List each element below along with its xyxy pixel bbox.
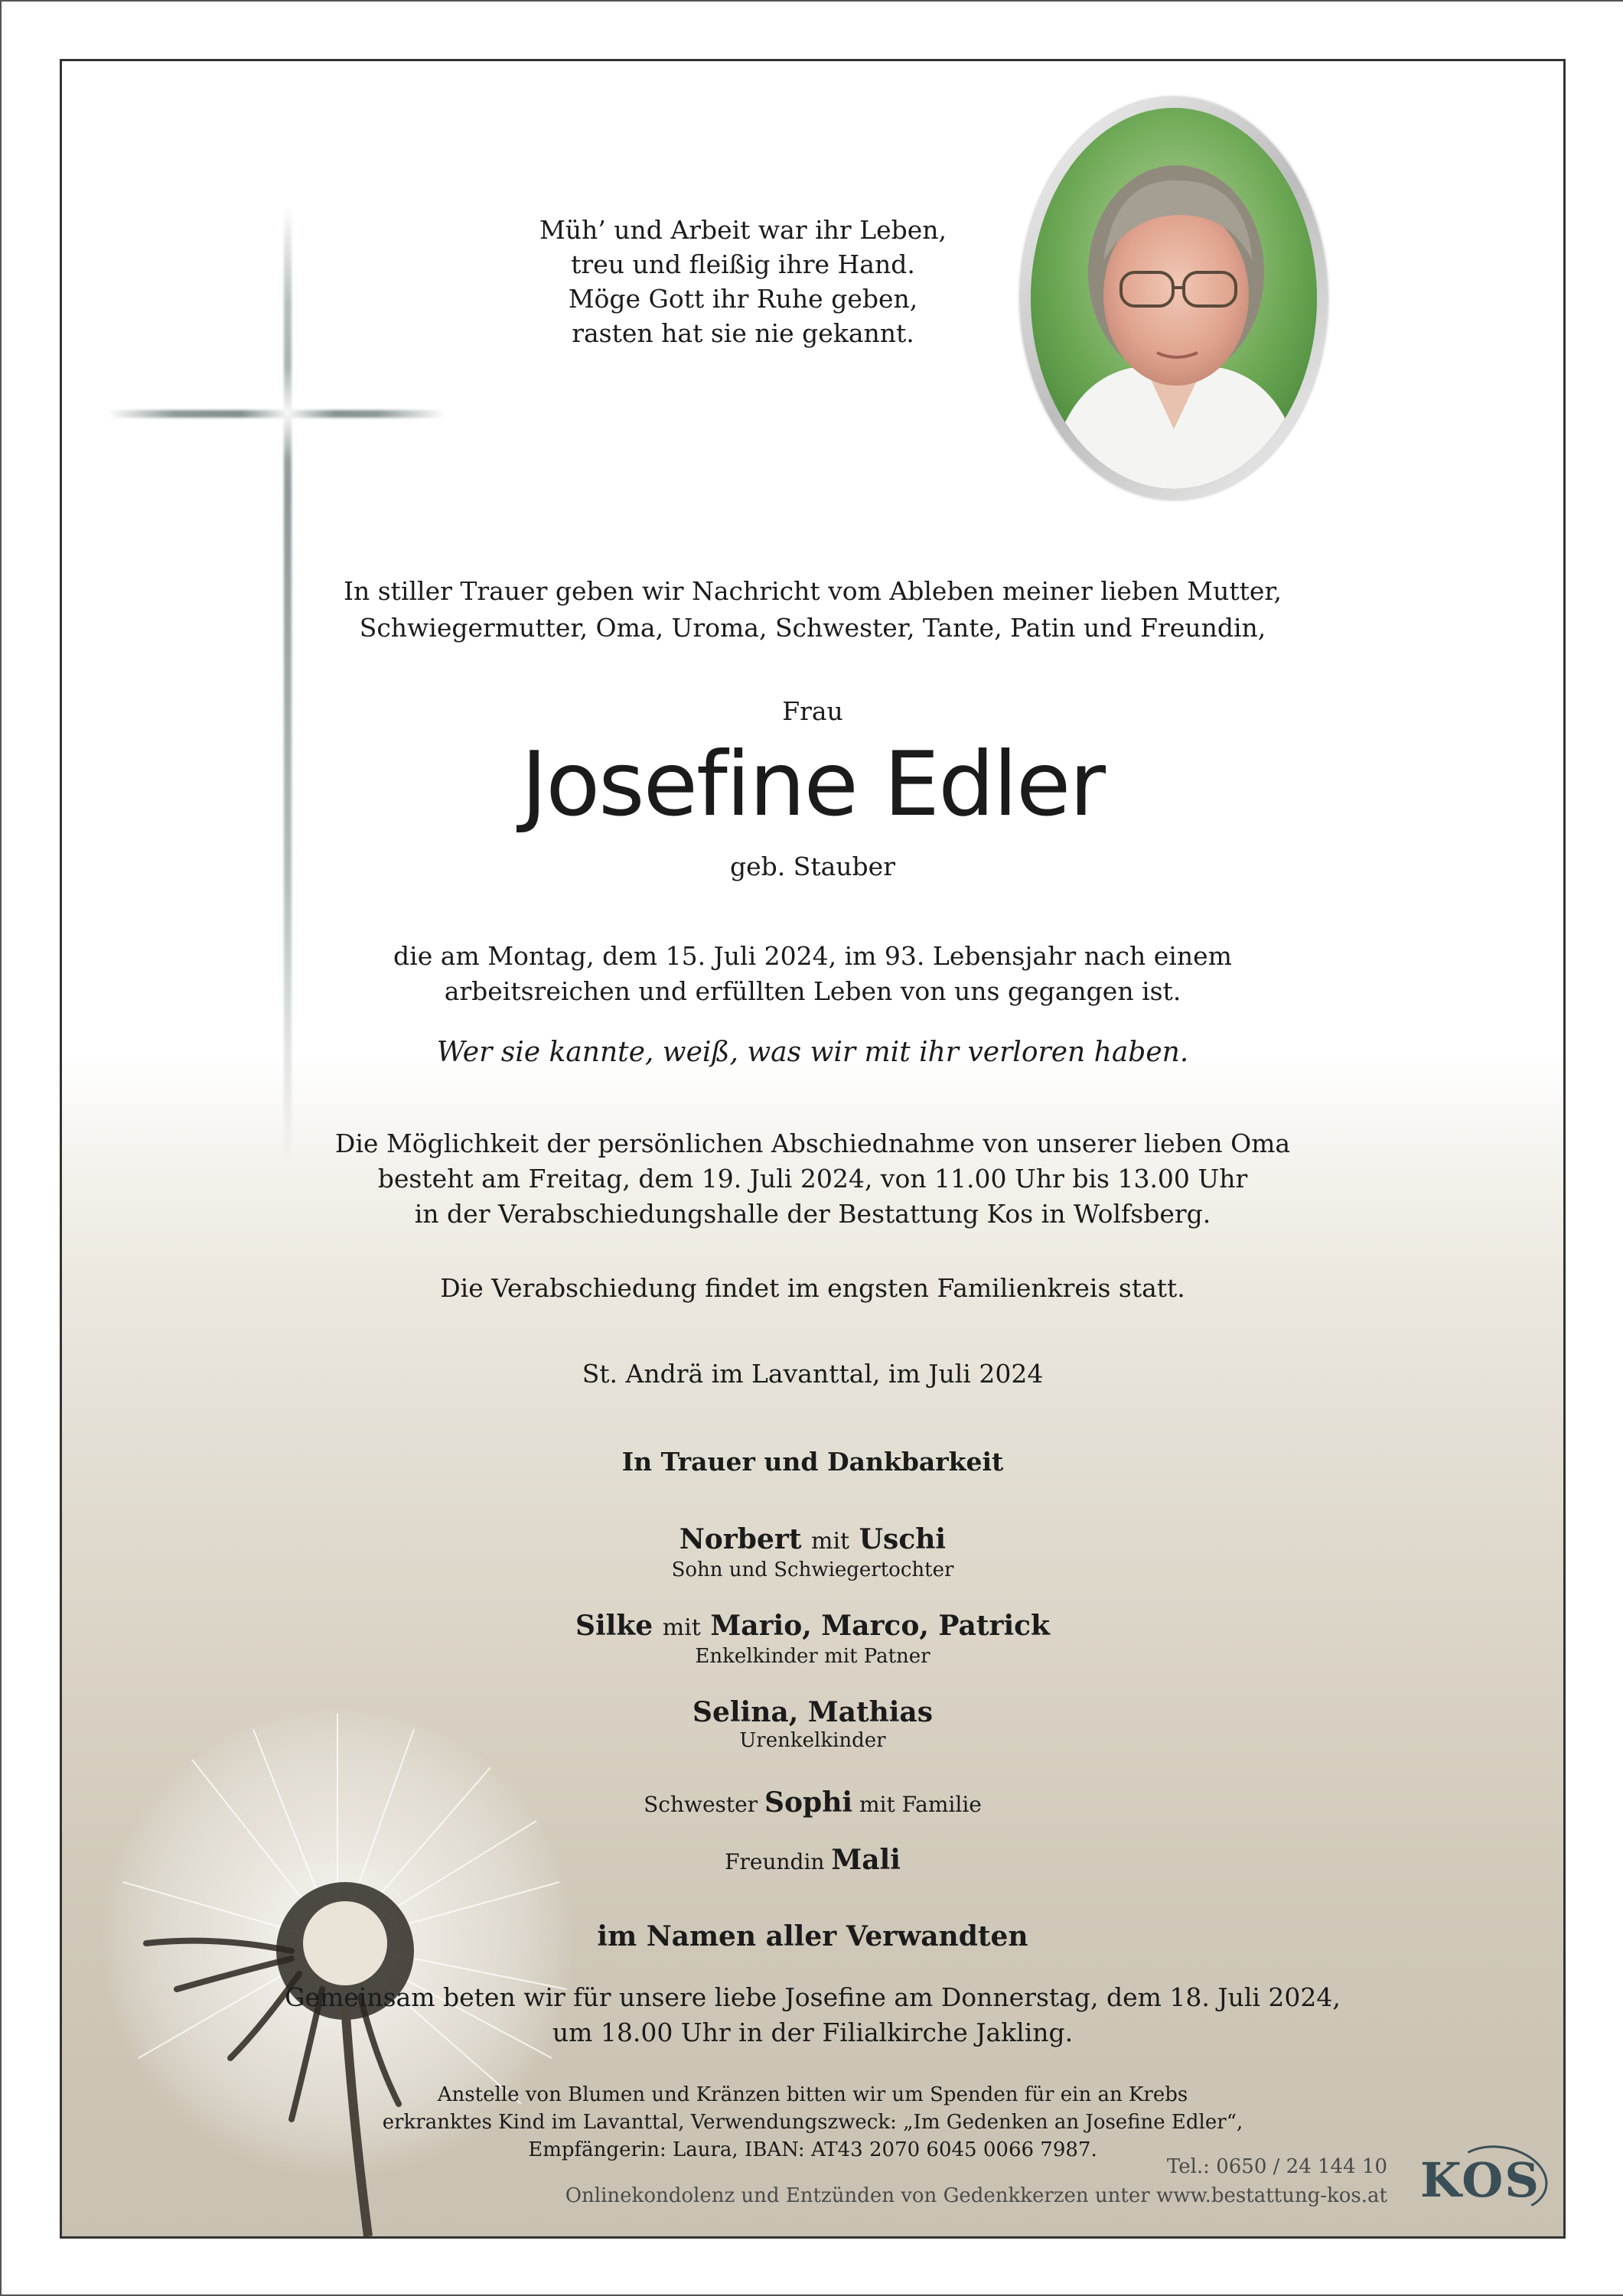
sister-prefix: Schwester	[644, 1792, 758, 1817]
mourner-joiner: mit	[811, 1528, 850, 1555]
mourner-relation: Enkelkinder mit Patner	[695, 1645, 930, 1668]
farewell-info	[62, 1126, 1563, 1232]
farewell-line: Die Möglichkeit der persönlichen Abschiednahme von unserer lieben Oma	[334, 1128, 1291, 1158]
mourner-name: Uschi	[859, 1523, 947, 1555]
kos-logo: KOS	[1419, 2152, 1540, 2208]
friend-prefix: Freundin	[725, 1849, 825, 1874]
mourner-name: Mario, Marco, Patrick	[710, 1610, 1050, 1642]
mourner-joiner: mit	[662, 1614, 701, 1641]
birth-name: geb. Stauber	[730, 852, 895, 881]
intro-line: Schwiegermutter, Oma, Uroma, Schwester, Tante, Patin und Freundin,	[359, 613, 1266, 643]
salutation: Frau	[782, 696, 843, 726]
verse-line: Müh’ und Arbeit war ihr Leben,	[539, 215, 947, 245]
prayer-info	[62, 1980, 1563, 2050]
death-notice-line: die am Montag, dem 15. Juli 2024, im 93. Lebensjahr nach einem	[393, 941, 1232, 971]
donation-line: erkranktes Kind im Lavanttal, Verwendungszweck: „Im Gedenken an Josefine Edler“,	[382, 2111, 1243, 2134]
mourner-name: Norbert	[679, 1523, 802, 1555]
family-circle-note: Die Verabschiedung findet im engsten Familienkreis statt.	[440, 1273, 1185, 1303]
mourners-heading: In Trauer und Dankbarkeit	[621, 1447, 1004, 1477]
death-notice	[62, 939, 1563, 1009]
verse	[429, 213, 1057, 350]
donation-line: Empfängerin: Laura, IBAN: AT43 2070 6045 0066 7987.	[528, 2138, 1097, 2161]
place-date: St. Andrä im Lavanttal, im Juli 2024	[582, 1359, 1044, 1389]
sister-name: Sophi	[764, 1786, 853, 1819]
prayer-line: um 18.00 Uhr in der Filialkirche Jakling.	[552, 2018, 1074, 2047]
online-condolence-link[interactable]: Onlinekondolenz und Entzünden von Gedenkkerzen unter www.bestattung-kos.at	[565, 2184, 1387, 2207]
intro-line: In stiller Trauer geben wir Nachricht vom Ableben meiner lieben Mutter,	[343, 576, 1282, 606]
friend-entry	[62, 1844, 1563, 1876]
verse-line: rasten hat sie nie gekannt.	[572, 318, 914, 348]
verse-line: treu und fleißig ihre Hand.	[571, 249, 915, 279]
friend-name: Mali	[831, 1844, 901, 1876]
farewell-line: besteht am Freitag, dem 19. Juli 2024, von 11.00 Uhr bis 13.00 Uhr	[377, 1164, 1248, 1194]
phone-number: Tel.: 0650 / 24 144 10	[1166, 2155, 1387, 2178]
cross-glow	[238, 367, 337, 459]
donation-line: Anstelle von Blumen und Kränzen bitten wir um Spenden für ein an Krebs	[437, 2083, 1188, 2106]
mourner-relation: Urenkelkinder	[739, 1729, 886, 1752]
mourner-entry	[62, 1609, 1563, 1668]
sister-entry	[62, 1786, 1563, 1819]
mourner-name: Selina, Mathias	[692, 1696, 934, 1728]
mourner-entry	[62, 1523, 1563, 1581]
mourner-name: Silke	[575, 1610, 653, 1642]
closing-line: im Namen aller Verwandten	[597, 1920, 1028, 1952]
donation-request	[62, 2081, 1563, 2164]
prayer-line: Gemeinsam beten wir für unsere liebe Josefine am Donnerstag, dem 18. Juli 2024,	[285, 1982, 1341, 2012]
obituary-card	[60, 59, 1566, 2239]
verse-line: Möge Gott ihr Ruhe geben,	[568, 284, 918, 314]
mourner-relation: Sohn und Schwiegertochter	[671, 1558, 954, 1581]
mourner-entry	[62, 1695, 1563, 1752]
deceased-name: Josefine Edler	[520, 733, 1105, 836]
death-notice-line: arbeitsreichen und erfüllten Leben von uns gegangen ist.	[444, 976, 1181, 1006]
footer-contact	[565, 2152, 1387, 2210]
motto: Wer sie kannte, weiß, was wir mit ihr verloren haben.	[436, 1037, 1189, 1068]
farewell-line: in der Verabschiedungshalle der Bestattung Kos in Wolfsberg.	[414, 1199, 1211, 1229]
sister-suffix: mit Familie	[859, 1792, 982, 1817]
portrait-photo	[1031, 108, 1317, 489]
intro	[215, 573, 1410, 646]
cross-vertical-beam	[284, 207, 292, 1163]
